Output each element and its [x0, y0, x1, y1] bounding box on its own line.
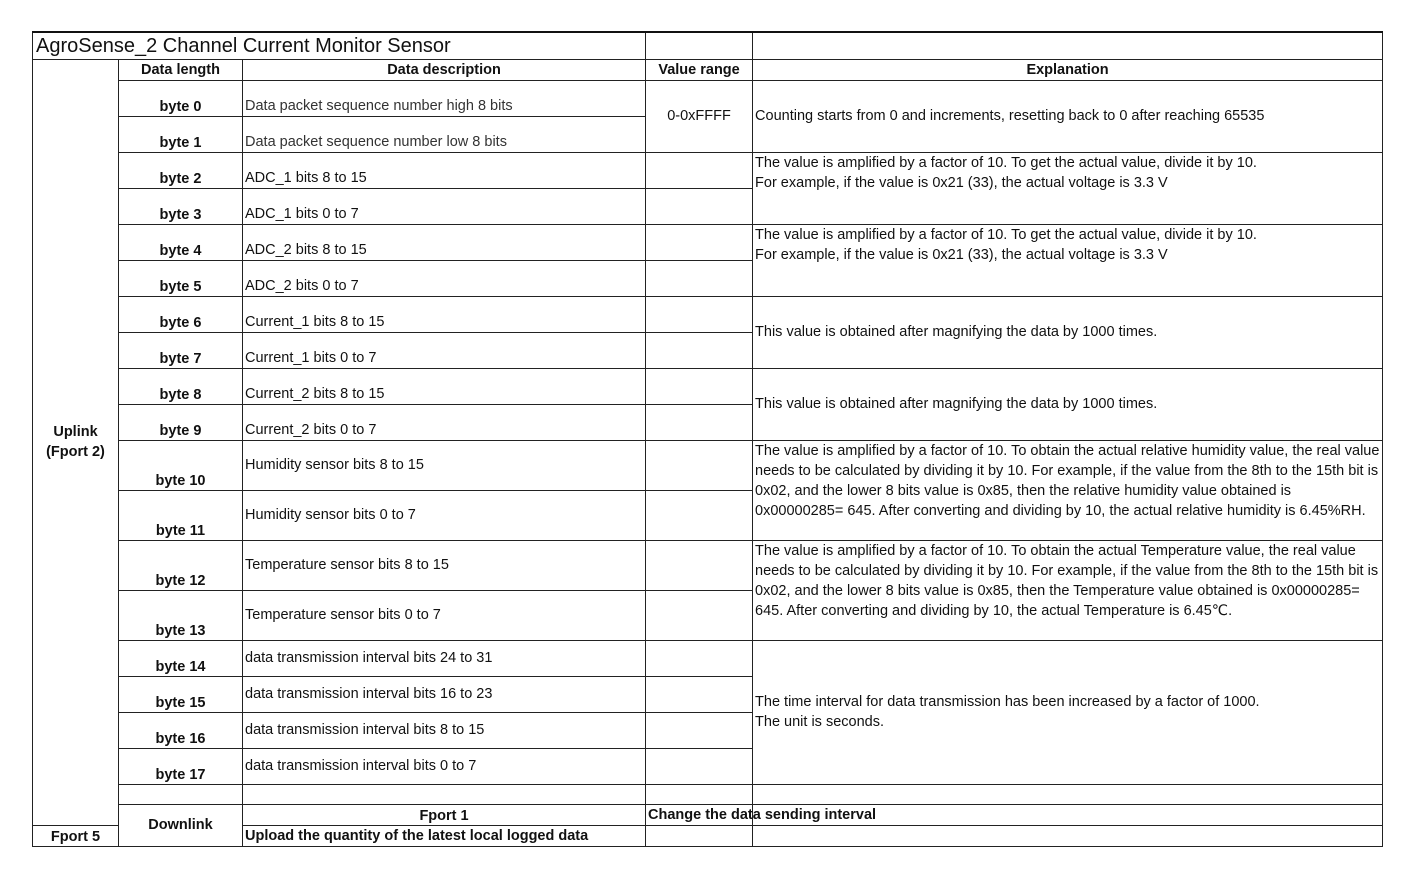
table-row [33, 540, 1383, 590]
description-cell[interactable]: Temperature sensor bits 0 to 7 [243, 590, 646, 640]
downlink-row [33, 804, 1383, 825]
explanation-cell[interactable]: The value is amplified by a factor of 10. To obtain the actual relative humidity value, the real value needs to be calculated by dividing it by 10. For example, if the value from the 8th to the 15th bit is 0x02, and the lower 8 bits value is 0x85, then the relative humidity value obtained is 0x00000285= 645. After converting and dividing by 10, the actual relative humidity is 6.45%RH. [753, 440, 1383, 540]
table-row [33, 368, 1383, 404]
value-range-cell[interactable] [646, 712, 753, 748]
byte-cell[interactable]: byte 15 [119, 676, 243, 712]
description-cell[interactable]: data transmission interval bits 24 to 31 [243, 640, 646, 676]
uplink-label: Uplink [53, 424, 98, 440]
table-row [33, 296, 1383, 332]
byte-cell[interactable]: byte 13 [119, 590, 243, 640]
explanation-cell[interactable]: This value is obtained after magnifying the data by 1000 times. [753, 296, 1383, 368]
byte-cell[interactable]: byte 14 [119, 640, 243, 676]
value-range-cell[interactable] [646, 296, 753, 332]
value-range-cell[interactable] [646, 404, 753, 440]
byte-cell[interactable]: byte 7 [119, 332, 243, 368]
sheet-title[interactable]: AgroSense_2 Channel Current Monitor Sensor [33, 32, 646, 59]
value-range-cell[interactable] [646, 260, 753, 296]
byte-cell[interactable]: byte 1 [119, 116, 243, 152]
description-cell[interactable]: Current_1 bits 8 to 15 [243, 296, 646, 332]
fport-cell[interactable]: Fport 5 [33, 825, 119, 846]
description-cell[interactable]: data transmission interval bits 8 to 15 [243, 712, 646, 748]
empty-cell[interactable] [646, 32, 753, 59]
table-row [33, 640, 1383, 676]
value-range-cell[interactable] [646, 540, 753, 590]
description-cell[interactable]: Current_2 bits 8 to 15 [243, 368, 646, 404]
empty-cell[interactable] [753, 784, 1383, 804]
explanation-cell[interactable] [753, 640, 1383, 784]
value-range-cell[interactable] [646, 440, 753, 490]
byte-cell[interactable]: byte 6 [119, 296, 243, 332]
explanation-cell[interactable]: The value is amplified by a factor of 10. To obtain the actual Temperature value, the real value needs to be calculated by dividing it by 10. For example, if the value from the 8th to the 15th bit is 0x02, and the lower 8 bits value is 0x85, then the Temperature value obtained is 0x00000285= 645. After converting and dividing by 10, the actual Temperature is 6.45℃. [753, 540, 1383, 640]
byte-cell[interactable]: byte 0 [119, 80, 243, 116]
empty-cell[interactable] [646, 784, 753, 804]
description-cell[interactable]: data transmission interval bits 16 to 23 [243, 676, 646, 712]
explanation-line: For example, if the value is 0x21 (33), the actual voltage is 3.3 V [755, 174, 1168, 191]
explanation-line: The unit is seconds. [755, 714, 884, 730]
explanation-line: For example, if the value is 0x21 (33), the actual voltage is 3.3 V [755, 246, 1168, 263]
byte-cell[interactable]: byte 3 [119, 188, 243, 224]
description-cell[interactable]: Current_1 bits 0 to 7 [243, 332, 646, 368]
explanation-cell[interactable]: Counting starts from 0 and increments, resetting back to 0 after reaching 65535 [753, 80, 1383, 152]
byte-cell[interactable]: byte 17 [119, 748, 243, 784]
description-cell[interactable]: Data packet sequence number low 8 bits [243, 116, 646, 152]
downlink-description-cell[interactable]: Change the data sending interval [646, 804, 753, 825]
table-row [33, 224, 1383, 260]
value-range-cell[interactable] [646, 676, 753, 712]
value-range-cell[interactable] [646, 368, 753, 404]
value-range-cell[interactable]: 0-0xFFFF [646, 80, 753, 152]
description-cell[interactable]: data transmission interval bits 0 to 7 [243, 748, 646, 784]
byte-cell[interactable]: byte 4 [119, 224, 243, 260]
value-range-cell[interactable] [646, 490, 753, 540]
byte-cell[interactable]: byte 11 [119, 490, 243, 540]
description-cell[interactable]: Humidity sensor bits 0 to 7 [243, 490, 646, 540]
downlink-label[interactable]: Downlink [119, 804, 243, 846]
byte-cell[interactable]: byte 12 [119, 540, 243, 590]
explanation-line: The time interval for data transmission has been increased by a factor of 1000. [755, 694, 1260, 710]
explanation-cell[interactable] [753, 224, 1383, 296]
uplink-fport: (Fport 2) [46, 444, 105, 460]
explanation-cell[interactable] [753, 152, 1383, 224]
byte-cell[interactable]: byte 10 [119, 440, 243, 490]
spreadsheet-table [32, 31, 1383, 847]
description-cell[interactable]: ADC_2 bits 8 to 15 [243, 224, 646, 260]
value-range-cell[interactable] [646, 332, 753, 368]
value-range-cell[interactable] [646, 152, 753, 188]
byte-cell[interactable]: byte 2 [119, 152, 243, 188]
title-row [33, 32, 1383, 59]
description-cell[interactable]: Data packet sequence number high 8 bits [243, 80, 646, 116]
value-range-cell[interactable] [646, 590, 753, 640]
description-cell[interactable]: ADC_1 bits 8 to 15 [243, 152, 646, 188]
explanation-line: The value is amplified by a factor of 10. To get the actual value, divide it by 10. [755, 154, 1257, 171]
fport-cell[interactable]: Fport 1 [243, 804, 646, 825]
description-cell[interactable]: Humidity sensor bits 8 to 15 [243, 440, 646, 490]
header-data-length[interactable]: Data length [119, 59, 243, 80]
table-row [33, 80, 1383, 116]
empty-cell[interactable] [753, 825, 1383, 846]
byte-cell[interactable]: byte 8 [119, 368, 243, 404]
description-cell[interactable]: ADC_1 bits 0 to 7 [243, 188, 646, 224]
explanation-line: The value is amplified by a factor of 10. To get the actual value, divide it by 10. [755, 226, 1257, 243]
empty-cell[interactable] [119, 784, 243, 804]
description-cell[interactable]: Temperature sensor bits 8 to 15 [243, 540, 646, 590]
empty-cell[interactable] [243, 784, 646, 804]
byte-cell[interactable]: byte 5 [119, 260, 243, 296]
table-row [33, 152, 1383, 188]
byte-cell[interactable]: byte 16 [119, 712, 243, 748]
header-data-description[interactable]: Data description [243, 59, 646, 80]
downlink-description-cell[interactable]: Upload the quantity of the latest local logged data [243, 825, 646, 846]
empty-cell[interactable] [646, 825, 753, 846]
description-cell[interactable]: Current_2 bits 0 to 7 [243, 404, 646, 440]
header-row [33, 59, 1383, 80]
blank-row [33, 784, 1383, 804]
value-range-cell[interactable] [646, 224, 753, 260]
uplink-label-cell[interactable] [33, 59, 119, 825]
value-range-cell[interactable] [646, 640, 753, 676]
header-explanation[interactable]: Explanation [753, 59, 1383, 80]
value-range-cell[interactable] [646, 748, 753, 784]
empty-cell[interactable] [753, 32, 1383, 59]
table-row [33, 440, 1383, 490]
byte-cell[interactable]: byte 9 [119, 404, 243, 440]
explanation-cell[interactable]: This value is obtained after magnifying the data by 1000 times. [753, 368, 1383, 440]
header-value-range[interactable]: Value range [646, 59, 753, 80]
value-range-cell[interactable] [646, 188, 753, 224]
description-cell[interactable]: ADC_2 bits 0 to 7 [243, 260, 646, 296]
